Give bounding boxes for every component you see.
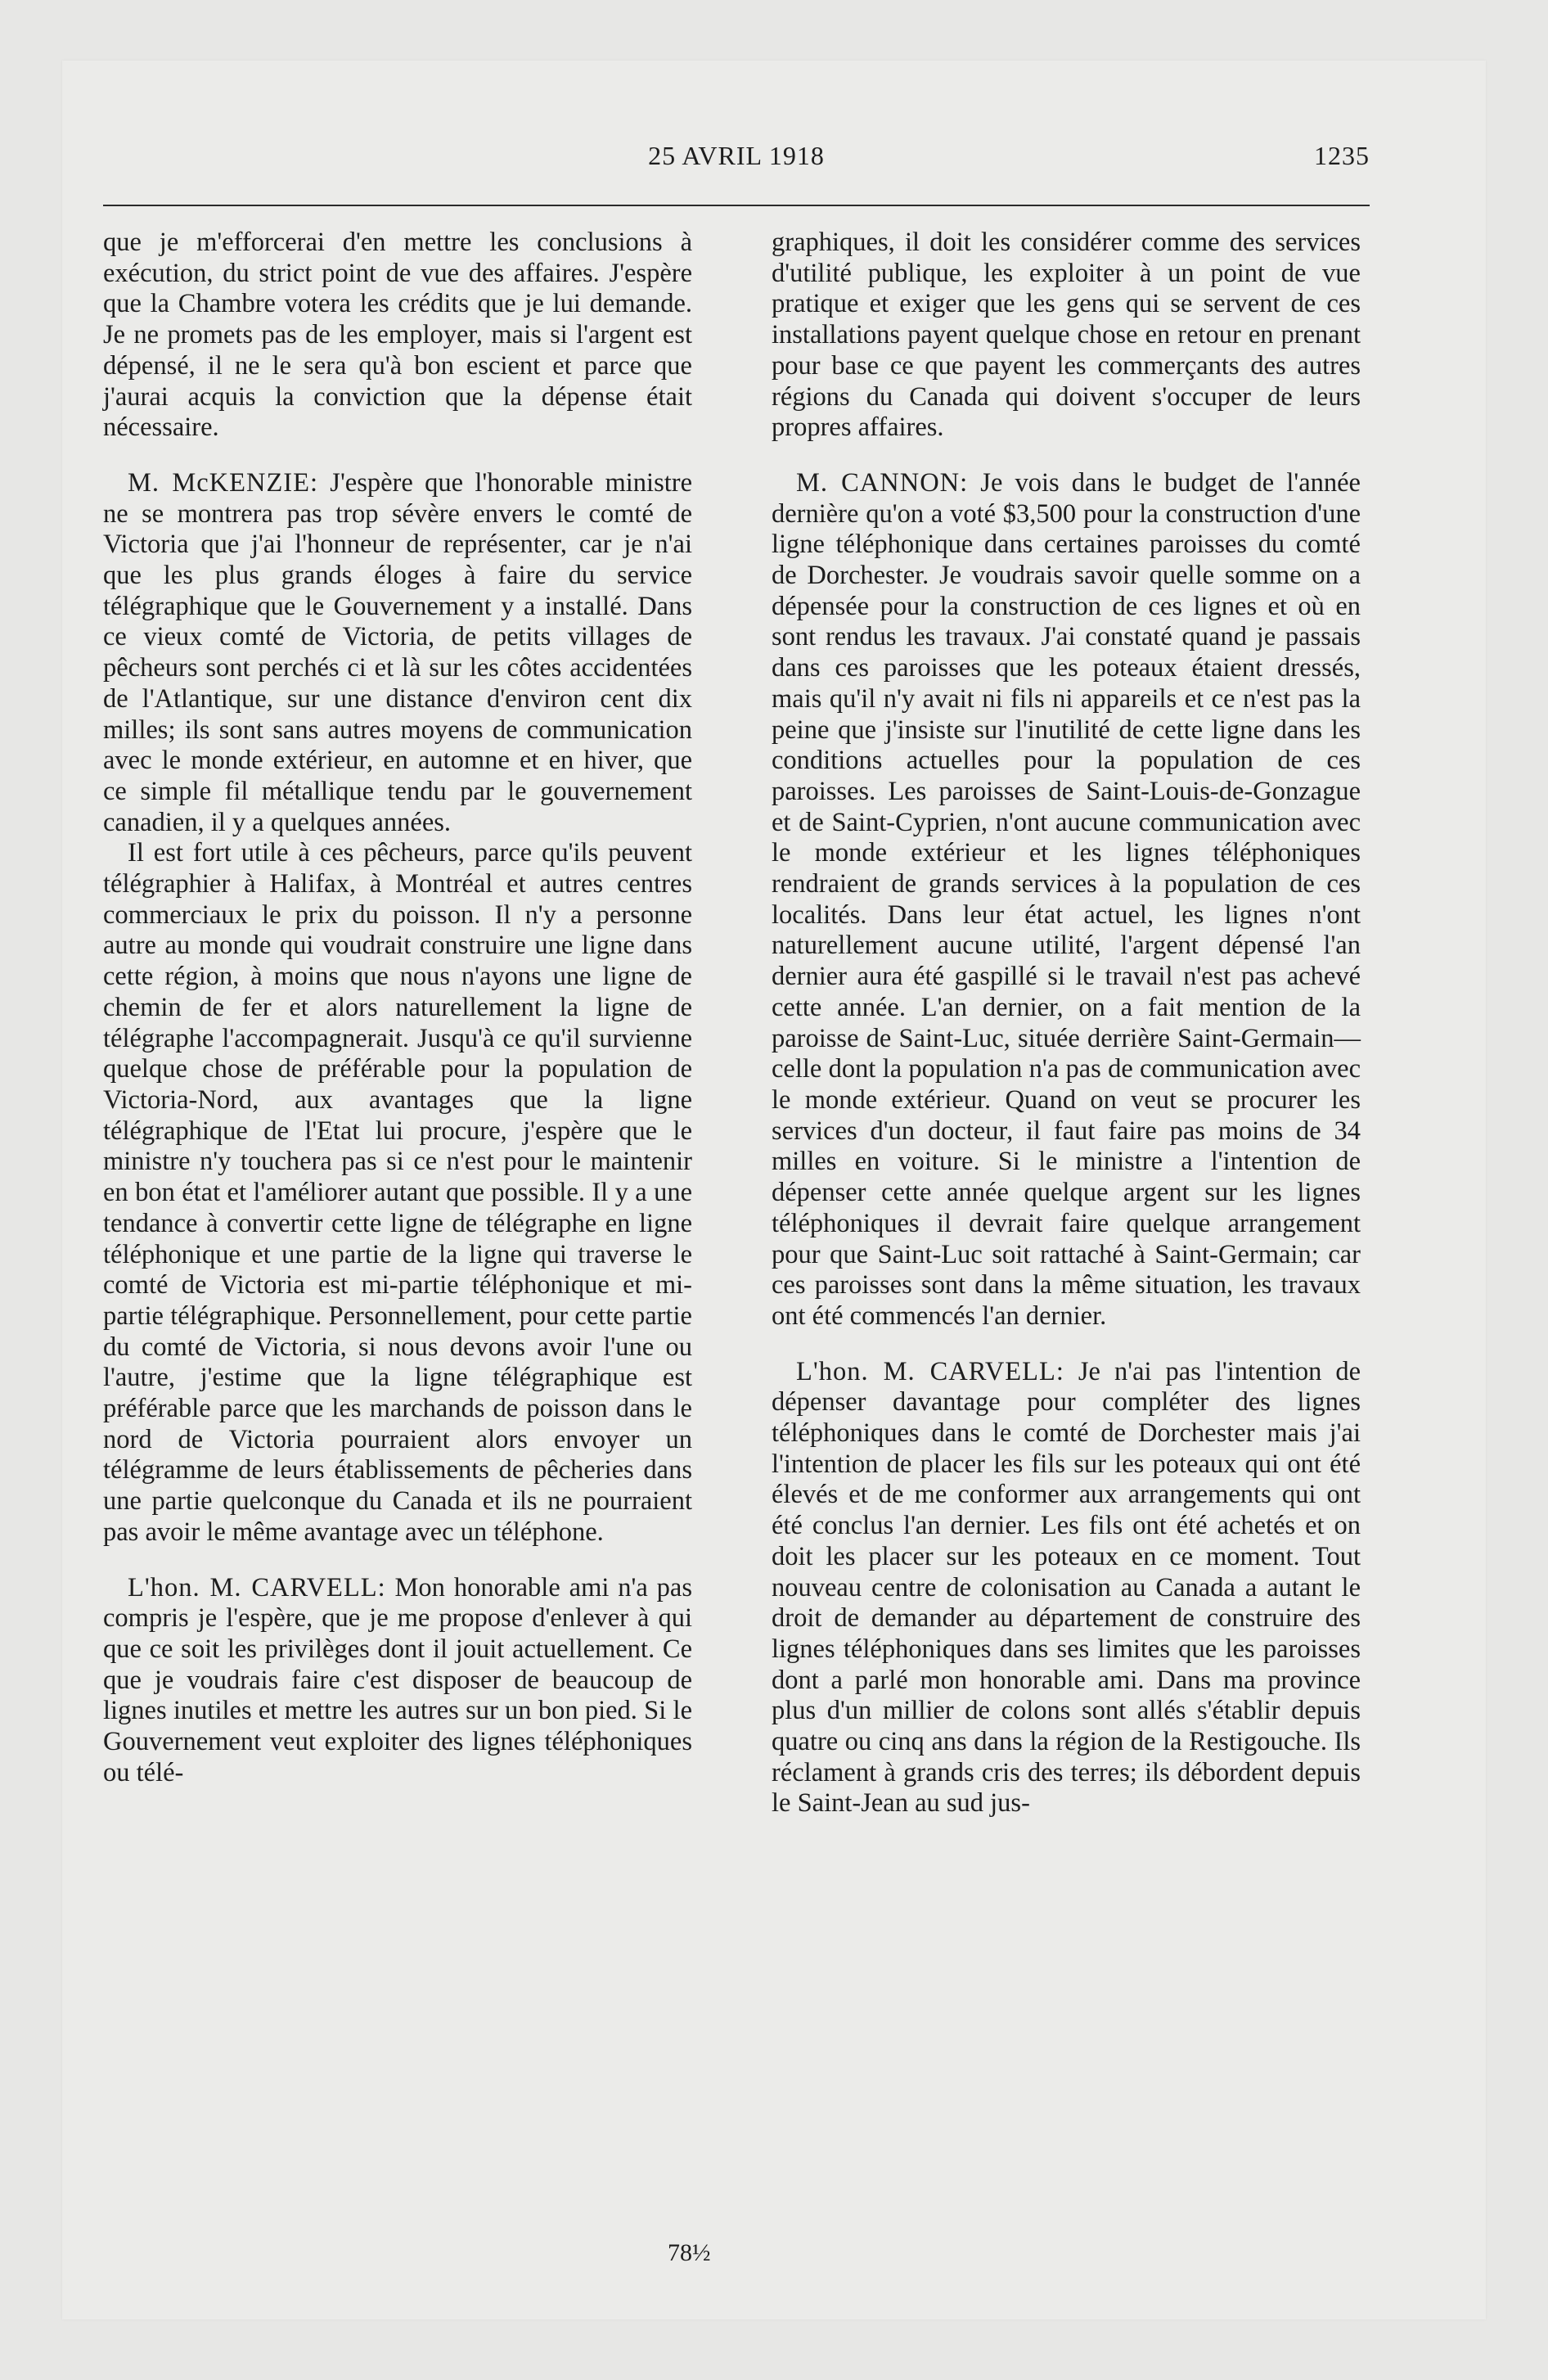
left-column <box>103 228 692 1788</box>
right-paragraph-3-text: Je n'ai pas l'intention de dépenser davantage pour compléter des lignes téléphoniques dans le comté de Dorchester mais j'ai l'intention de placer les fils sur les poteaux qui ont été élevés et de me conformer aux arrangements qui ont été conclus l'an dernier. Les fils ont été achetés et on doit les placer sur les poteaux en ce moment. Tout nouveau centre de colonisation au Canada a autant le droit de demander au département de construire des lignes téléphoniques dans ses limites que les paroisses dont a parlé mon honorable ami. Dans ma province plus d'un millier de colons sont allés s'établir depuis quatre ou cinq ans dans la région de la Restigouche. Ils réclament à grands cris des terres; ils débordent depuis le Saint-Jean au sud jus- <box>772 1356 1361 1819</box>
page-header <box>103 141 1370 182</box>
header-page-number: 1235 <box>1314 141 1370 170</box>
left-paragraph-2 <box>103 468 692 838</box>
speaker-carvell-2: L'hon. M. CARVELL: <box>796 1356 1064 1386</box>
right-paragraph-2 <box>772 468 1361 1332</box>
right-paragraph-2-text: Je vois dans le budget de l'année dernière qu'on a voté $3,500 pour la construction d'une ligne téléphonique dans certaines paroisses du comté de Dorchester. Je voudrais savoir quelle somme on a dépensée pour la construction de ces lignes et où en sont rendus les travaux. J'ai constaté quand je passais dans ces paroisses que les poteaux étaient dressés, mais qu'il n'y avait ni fils ni appareils et ce n'est pas la peine que j'insiste sur l'inutilité de cette ligne dans les conditions actuelles pour la population de ces paroisses. Les paroisses de Saint-Louis-de-Gonzague et de Saint-Cyprien, n'ont aucune communication avec le monde extérieur et les lignes téléphoniques rendraient de grands services à la population de ces localités. Dans leur état actuel, les lignes n'ont naturellement aucune utilité, l'argent dépensé l'an dernier aura été gaspillé si le travail n'est pas achevé cette année. L'an dernier, on a fait mention de la paroisse de Saint-Luc, située derrière Saint-Germain—celle dont la population n'a pas de communication avec le monde extérieur. Quand on veut se procurer les services d'un docteur, il faut faire pas moins de 34 milles en voiture. Si le ministre a l'intention de dépenser cette année quelque argent sur les lignes téléphoniques il devrait faire quelque arrangement pour que Saint-Luc soit rattaché à Saint-Germain; car ces paroisses sont dans la même situation, les travaux ont été commencés l'an dernier. <box>772 467 1361 1331</box>
speaker-carvell: L'hon. M. CARVELL: <box>128 1572 386 1602</box>
left-paragraph-4-text: Mon honorable ami n'a pas compris je l'espère, que je me propose d'enlever à qui que ce soit les privilèges dont il jouit actuellement. Ce que je voudrais faire c'est disposer de beaucoup de lignes inutiles et mettre les autres sur un bon pied. Si le Gouvernement veut exploiter des lignes téléphoniques ou télé- <box>103 1572 692 1787</box>
right-paragraph-3 <box>772 1357 1361 1820</box>
left-paragraph-4 <box>103 1573 692 1789</box>
header-date: 25 AVRIL 1918 <box>648 141 825 170</box>
speaker-cannon: M. CANNON: <box>796 467 969 498</box>
header-rule <box>103 205 1370 206</box>
left-paragraph-2-text: J'espère que l'honorable ministre ne se montrera pas trop sévère envers le comté de Victoria que j'ai l'honneur de représenter, car je n'ai que les plus grands éloges à faire du service télégraphique que le Gouvernement y a installé. Dans ce vieux comté de Victoria, de petits villages de pêcheurs sont perchés ci et là sur les côtes accidentées de l'Atlantique, sur une distance d'environ cent dix milles; ils sont sans autres moyens de communication avec le monde extérieur, en automne et en hiver, que ce simple fil métallique tendu par le gouvernement canadien, il y a quelques années. <box>103 467 692 837</box>
left-paragraph-3: Il est fort utile à ces pêcheurs, parce qu'ils peuvent télégraphier à Halifax, à Montréal et autres centres commerciaux le prix du poisson. Il n'y a personne autre au monde qui voudrait construire une ligne dans cette région, à moins que nous n'ayons une ligne de chemin de fer et alors naturellement la ligne de télégraphe l'accompagnerait. Jusqu'à ce qu'il survienne quelque chose de préférable pour la population de Victoria-Nord, aux avantages que la ligne télégraphique de l'Etat lui procure, j'espère que le ministre n'y touchera pas si ce n'est pour le maintenir en bon état et l'améliorer autant que possible. Il y a une tendance à convertir cette ligne de télégraphe en ligne téléphonique et une partie de la ligne qui traverse le comté de Victoria est mi-partie téléphonique et mi-partie télégraphique. Personnellement, pour cette partie du comté de Victoria, si nous devons avoir l'une ou l'autre, j'estime que la ligne télégraphique est préférable parce que les marchands de poisson dans le nord de Victoria pourraient alors envoyer un télégramme de leurs établissements de pêcheries dans une partie quelconque du Canada et ils ne pourraient pas avoir le même avantage avec un téléphone. <box>103 838 692 1547</box>
left-paragraph-1: que je m'efforcerai d'en mettre les conclusions à exécution, du strict point de vue des affaires. J'espère que la Chambre votera les crédits que je lui demande. Je ne promets pas de les employer, mais si l'argent est dépensé, il ne le sera qu'à bon escient et parce que j'aurai acquis la conviction que la dépense était nécessaire. <box>103 228 692 443</box>
document-page <box>103 0 1370 2380</box>
right-column <box>772 228 1361 1819</box>
speaker-mckenzie: M. McKENZIE: <box>128 467 318 498</box>
right-paragraph-1: graphiques, il doit les considérer comme des services d'utilité publique, les exploiter à un point de vue pratique et exiger que les gens qui se servent de ces installations payent quelque chose en retour en prenant pour base ce que payent les commerçants des autres régions du Canada qui doivent s'occuper de leurs propres affaires. <box>772 228 1361 443</box>
signature-mark: 78½ <box>668 2239 711 2266</box>
